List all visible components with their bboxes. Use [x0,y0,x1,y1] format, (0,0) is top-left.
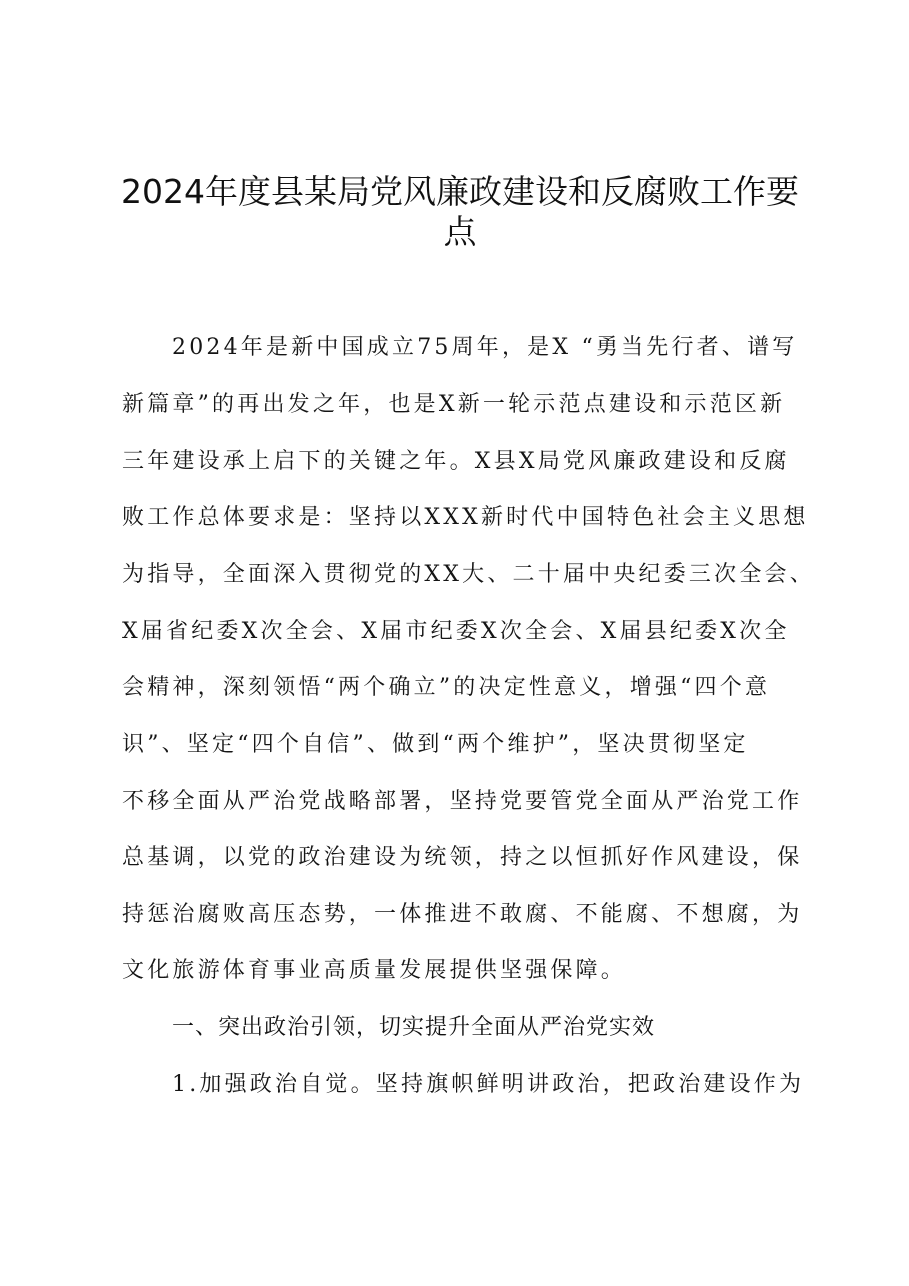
paragraph-line: 识”、坚定“四个自信”、做到“两个维护”，坚决贯彻坚定 [122,732,749,757]
document-title-line-1: 2024年度县某局党风廉政建设和反腐败工作要 [121,172,799,211]
document-title-line-2: 点 [443,212,477,251]
paragraph-line: 三年建设承上启下的关键之年。X县X局党风廉政建设和反腐 [122,449,790,474]
section-heading: 一、突出政治引领，切实提升全面从严治党实效 [172,1015,656,1040]
paragraph-line: 2024年是新中国成立75周年，是X “勇当先行者、谱写 [172,335,798,360]
paragraph-line: 1.加强政治自觉。坚持旗帜鲜明讲政治，把政治建设作为 [172,1072,805,1097]
paragraph-line: X届省纪委X次全会、X届市纪委X次全会、X届县纪委X次全 [122,619,790,644]
paragraph-line: 为指导，全面深入贯彻党的XX大、二十届中央纪委三次全会、 [122,562,815,587]
paragraph-line: 不移全面从严治党战略部署，坚持党要管党全面从严治党工作 [122,789,803,814]
paragraph-line: 文化旅游体育事业高质量发展提供坚强保障。 [122,958,627,983]
paragraph-line: 总基调，以党的政治建设为统领，持之以恒抓好作风建设，保 [122,845,803,870]
paragraph-line: 会精神，深刻领悟“两个确立”的决定性意义，增强“四个意 [122,675,771,700]
paragraph-line: 持惩治腐败高压态势，一体推进不敢腐、不能腐、不想腐，为 [122,902,803,927]
paragraph-line: 败工作总体要求是：坚持以XXX新时代中国特色社会主义思想 [122,505,809,530]
paragraph-line: 新篇章”的再出发之年，也是X新一轮示范点建设和示范区新 [122,392,786,417]
